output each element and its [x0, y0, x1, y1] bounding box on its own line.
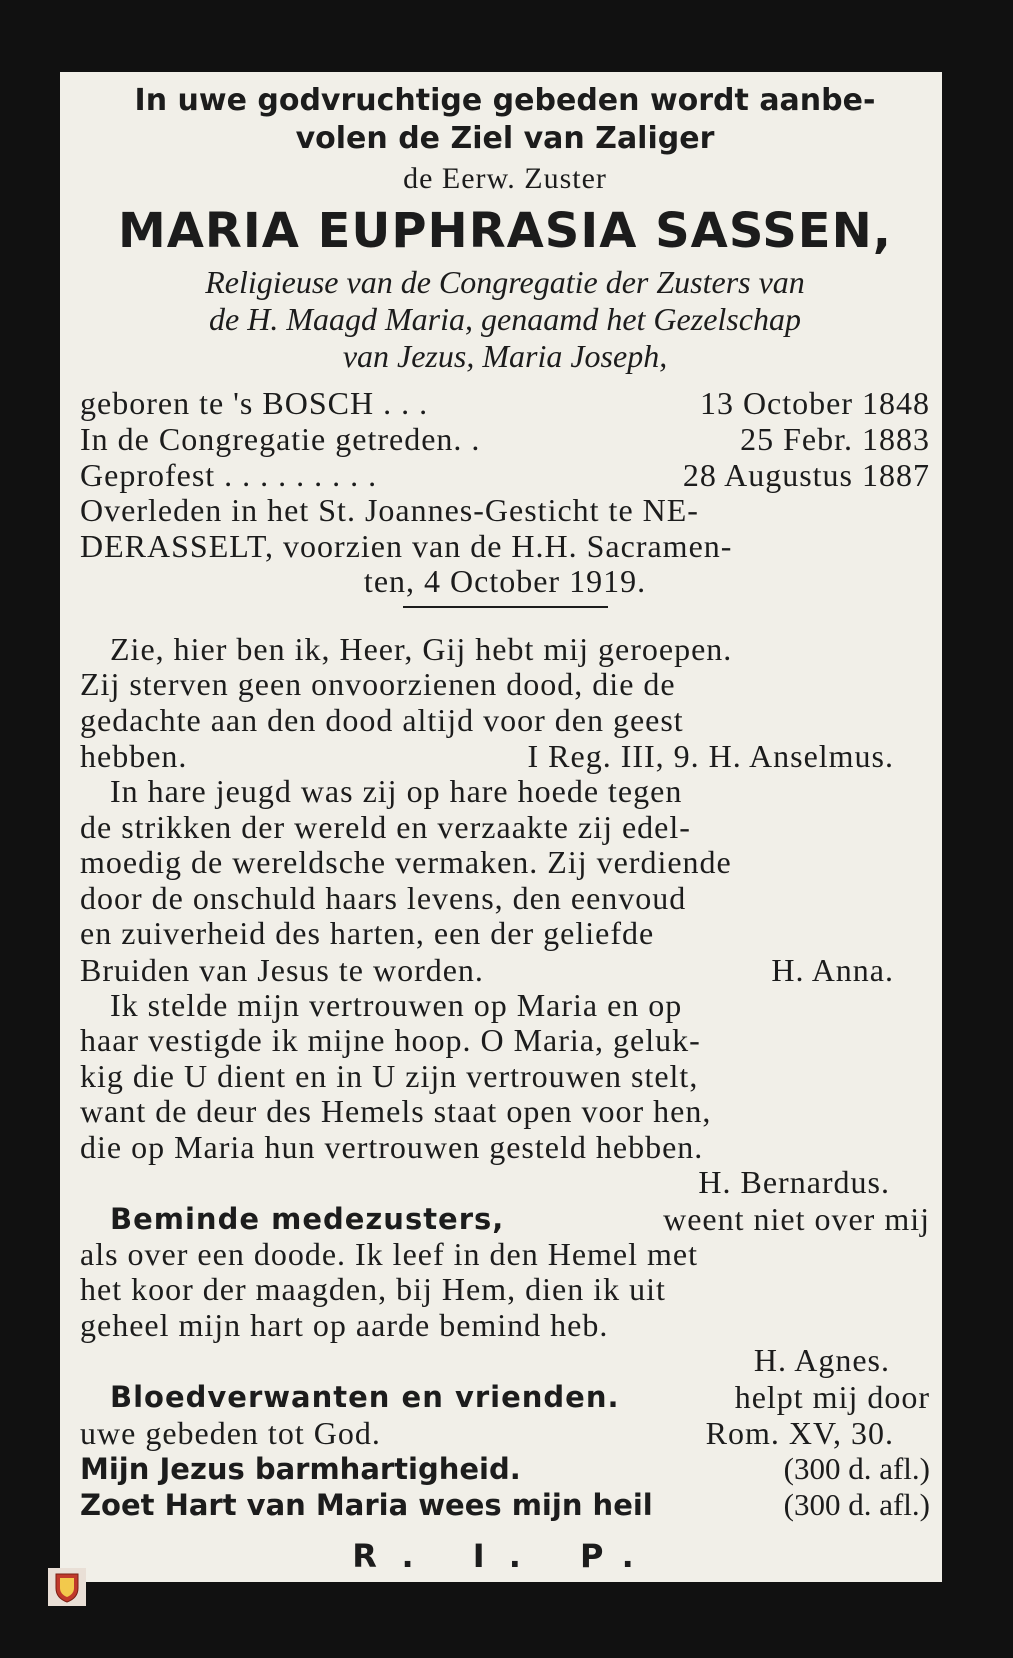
- quote-2-line-5: en zuiverheid des harten, een der geliefde: [80, 915, 655, 951]
- prayer-indulgence: (300 d. afl.): [783, 1486, 930, 1522]
- quote-4-line-4: geheel mijn hart op aarde bemind heb.: [80, 1306, 609, 1343]
- quote-3-attribution: H. Bernardus.: [698, 1164, 890, 1200]
- intro-heading: [80, 82, 930, 158]
- quote-1-line-3: gedachte aan den dood altijd voor den geest: [80, 701, 684, 738]
- quote-5-line-1: [80, 1379, 930, 1415]
- quote-4-line-1-rest: weent niet over mij: [663, 1200, 930, 1237]
- born-date: 13 October 1848: [699, 385, 930, 421]
- quote-4-heading: Beminde medezusters,: [110, 1201, 505, 1236]
- quote-2-line-1: In hare jeugd was zij op hare hoede tegen: [110, 773, 683, 809]
- quote-2-end: Bruiden van Jesus te worden.: [80, 951, 484, 988]
- prayer-text: Zoet Hart van Maria wees mijn heil: [80, 1487, 653, 1522]
- quote-4-line-2: als over een doode. Ik leef in den Hemel met: [80, 1235, 698, 1272]
- rip-closing: R. I. P.: [352, 1536, 658, 1575]
- quote-1-line-4: [80, 738, 930, 774]
- prayer-row: [80, 1487, 930, 1523]
- quote-3-line-3: kig die U dient en in U zijn vertrouwen stelt,: [80, 1057, 699, 1094]
- born-label: geboren te 's BOSCH . . .: [80, 385, 429, 421]
- quote-3-line-2: haar vestigde ik mijne hoop. O Maria, geluk-: [80, 1022, 701, 1058]
- quote-5-line-2: [80, 1415, 930, 1451]
- quote-3-line-5: die op Maria hun vertrouwen gesteld hebben.: [80, 1128, 704, 1165]
- desc-line-3: van Jezus, Maria Joseph,: [342, 338, 668, 374]
- quote-2-line-2: de strikken der wereld en verzaakte zij edel-: [80, 808, 691, 845]
- quote-1-line-2: Zij sterven geen onvoorzienen dood, die de: [80, 666, 676, 702]
- religious-title: de Eerw. Zuster: [403, 162, 607, 195]
- quote-2-line-4: door de onschuld haars levens, den eenvoud: [80, 879, 687, 916]
- died-line-3: ten, 4 October 1919.: [363, 563, 647, 599]
- quote-5-end: uwe gebeden tot God.: [80, 1414, 381, 1451]
- entered-row: [80, 421, 930, 457]
- died-line-2: DERASSELT, voorzien van de H.H. Sacramen-: [80, 527, 733, 564]
- died-line-1: Overleden in het St. Joannes-Gesticht te NE-: [80, 492, 699, 528]
- heraldic-shield-icon: [48, 1568, 86, 1606]
- prayer-text: Mijn Jezus barmhartigheid.: [80, 1451, 521, 1486]
- prayer-row: [80, 1451, 930, 1487]
- quote-4-line-3: het koor der maagden, bij Hem, dien ik uit: [80, 1271, 666, 1307]
- quote-3-line-4: want de deur des Hemels staat open voor hen,: [80, 1093, 712, 1129]
- prayers-block: [80, 1451, 930, 1523]
- quote-4-line-1: [80, 1201, 930, 1237]
- desc-line-2: de H. Maagd Maria, genaamd het Gezelschap: [209, 301, 801, 337]
- quote-2-attribution: H. Anna.: [771, 951, 894, 988]
- section-divider: [403, 606, 608, 608]
- entered-date: 25 Febr. 1883: [740, 421, 930, 457]
- quote-5-line-1-rest: helpt mij door: [734, 1378, 930, 1415]
- prayer-indulgence: (300 d. afl.): [783, 1450, 930, 1486]
- dates-block: [80, 385, 930, 600]
- professed-date: 28 Augustus 1887: [682, 457, 930, 493]
- intro-line-2: volen de Ziel van Zaliger: [295, 121, 715, 156]
- quote-5-heading: Bloedverwanten en vrienden.: [110, 1379, 620, 1414]
- professed-row: [80, 457, 930, 493]
- quote-4-attribution: H. Agnes.: [753, 1342, 890, 1378]
- quote-1-line-1: Zie, hier ben ik, Heer, Gij hebt mij geroepen.: [110, 630, 733, 667]
- deceased-name: MARIA EUPHRASIA SASSEN,: [117, 203, 892, 259]
- born-row: [80, 385, 930, 421]
- quotes-block: [80, 632, 930, 1451]
- entered-label: In de Congregatie getreden. .: [80, 421, 481, 457]
- intro-line-1: In uwe godvruchtige gebeden wordt aanbe-: [134, 83, 876, 118]
- quote-2-line-3: moedig de wereldsche vermaken. Zij verdiende: [80, 844, 732, 880]
- professed-label: Geprofest . . . . . . . . .: [80, 457, 378, 493]
- quote-2-line-6: [80, 952, 930, 988]
- card-content: [80, 82, 930, 1575]
- quote-3-line-1: Ik stelde mijn vertrouwen op Maria en op: [110, 986, 683, 1023]
- congregation-description: [80, 264, 930, 375]
- desc-line-1: Religieuse van de Congregatie der Zusters van: [205, 264, 805, 300]
- quote-5-attribution: Rom. XV, 30.: [705, 1414, 894, 1451]
- quote-1-end: hebben.: [80, 738, 188, 774]
- quote-1-attribution: I Reg. III, 9. H. Anselmus.: [527, 738, 894, 774]
